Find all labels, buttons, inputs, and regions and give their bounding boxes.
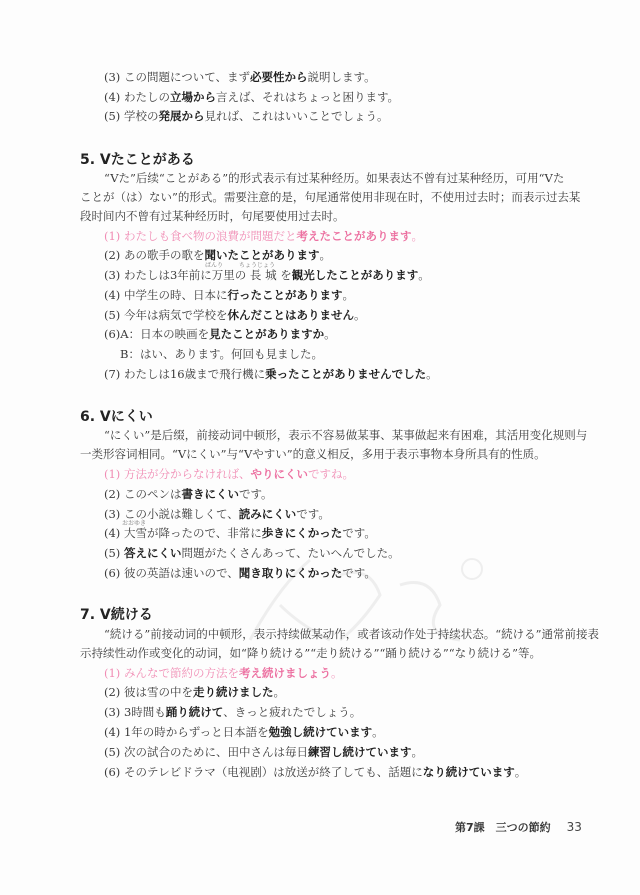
example-line: (7) わたしは16歳まで飛行機に乗ったことがありませんでした。: [104, 367, 438, 381]
section-heading: 6. Vにくい: [80, 409, 153, 425]
description-line: “続ける”前接动词的中顿形，表示持续做某动作，或者该动作处于持续状态。“続ける”通常前接表: [104, 627, 600, 641]
description-line: 段时间内不曾有过某种经历时，句尾要使用过去时。: [80, 209, 345, 223]
example-line: (2) 彼は雪の中を走り続けました。: [104, 685, 285, 699]
section-heading: 5. Vたことがある: [80, 152, 195, 168]
description-line: 一类形容词相同。“Vにくい”与“Vやすい”的意义相反，多用于表示事物本身所具有的性质。: [80, 447, 546, 461]
example-line: (2) このペンは書きにくいです。: [104, 487, 273, 501]
example-line: (4) わたしの立場から言えば、それはちょっと困ります。: [104, 90, 400, 104]
example-line: (6) そのテレビドラマ（电视剧）は放送が終了しても、話題になり続けています。: [104, 765, 527, 779]
example-line: B：はい、あります。何回も見ました。: [120, 347, 324, 361]
example-line: (4) 大雪が降ったので、非常に歩きにくかったです。: [104, 526, 376, 540]
example-line: (6) 彼の英語は速いので、聞き取りにくかったです。: [104, 566, 376, 580]
example-line: (3) この小説は難しくて、読みにくいです。: [104, 507, 330, 521]
example-line: (6)A：日本の映画を見たことがありますか。: [104, 327, 336, 341]
highlighted-example: (1) 方法が分からなければ、やりにくいですね。: [104, 467, 354, 481]
ruby-reading: おおゆき: [122, 520, 147, 527]
ruby-reading: ちょうじょう: [239, 262, 276, 269]
ruby-reading: ばんり: [205, 262, 224, 269]
description-line: “にくい”是后缀，前接动词中顿形，表示不容易做某事、某事做起来有困难，其活用变化规则与: [104, 428, 588, 442]
example-line: (5) 答えにくい問題がたくさんあって、たいへんでした。: [104, 546, 400, 560]
example-line: (3) 3時間も踊り続けて、きっと疲れたでしょう。: [104, 705, 362, 719]
highlighted-example: (1) みんなで節約の方法を考え続けましょう。: [104, 666, 343, 680]
page-number: 33: [566, 820, 582, 834]
highlighted-example: (1) わたしも食べ物の浪費が問題だと考えたことがあります。: [104, 229, 423, 243]
example-line: (3) わたしは3年前に万里の 長 城 を観光したことがあります。: [104, 268, 430, 282]
example-line: (4) 中学生の時、日本に行ったことがあります。: [104, 288, 354, 302]
example-line: (4) 1年の時からずっと日本語を勉強し続けています。: [104, 725, 384, 739]
example-line: (3) この問題について、まず必要性から説明します。: [104, 70, 376, 84]
description-line: 示持续性动作或变化的动词，如“降り続ける”“走り続ける”“踊り続ける”“なり続ける”等。: [80, 646, 542, 660]
description-line: ことが（は）ない”的形式。需要注意的是，句尾通常使用非现在时，不使用过去时；而表示过去某: [80, 190, 581, 204]
example-line: (5) 学校の発展から見れば、これはいいことでしょう。: [104, 109, 389, 123]
example-line: (2) あの歌手の歌を聞いたことがあります。: [104, 248, 331, 262]
example-line: (5) 今年は病気で学校を休んだことはありません。: [104, 308, 366, 322]
section-heading: 7. V続ける: [80, 607, 153, 623]
page-footer: [455, 819, 582, 835]
description-line: “Vた”后续“ことがある”的形式表示有过某种经历。如果表达不曾有过某种经历，可用“Vた: [104, 171, 565, 185]
lesson-title: 第7課 三つの節約: [455, 821, 551, 834]
example-line: (5) 次の試合のために、田中さんは毎日練習し続けています。: [104, 745, 423, 759]
